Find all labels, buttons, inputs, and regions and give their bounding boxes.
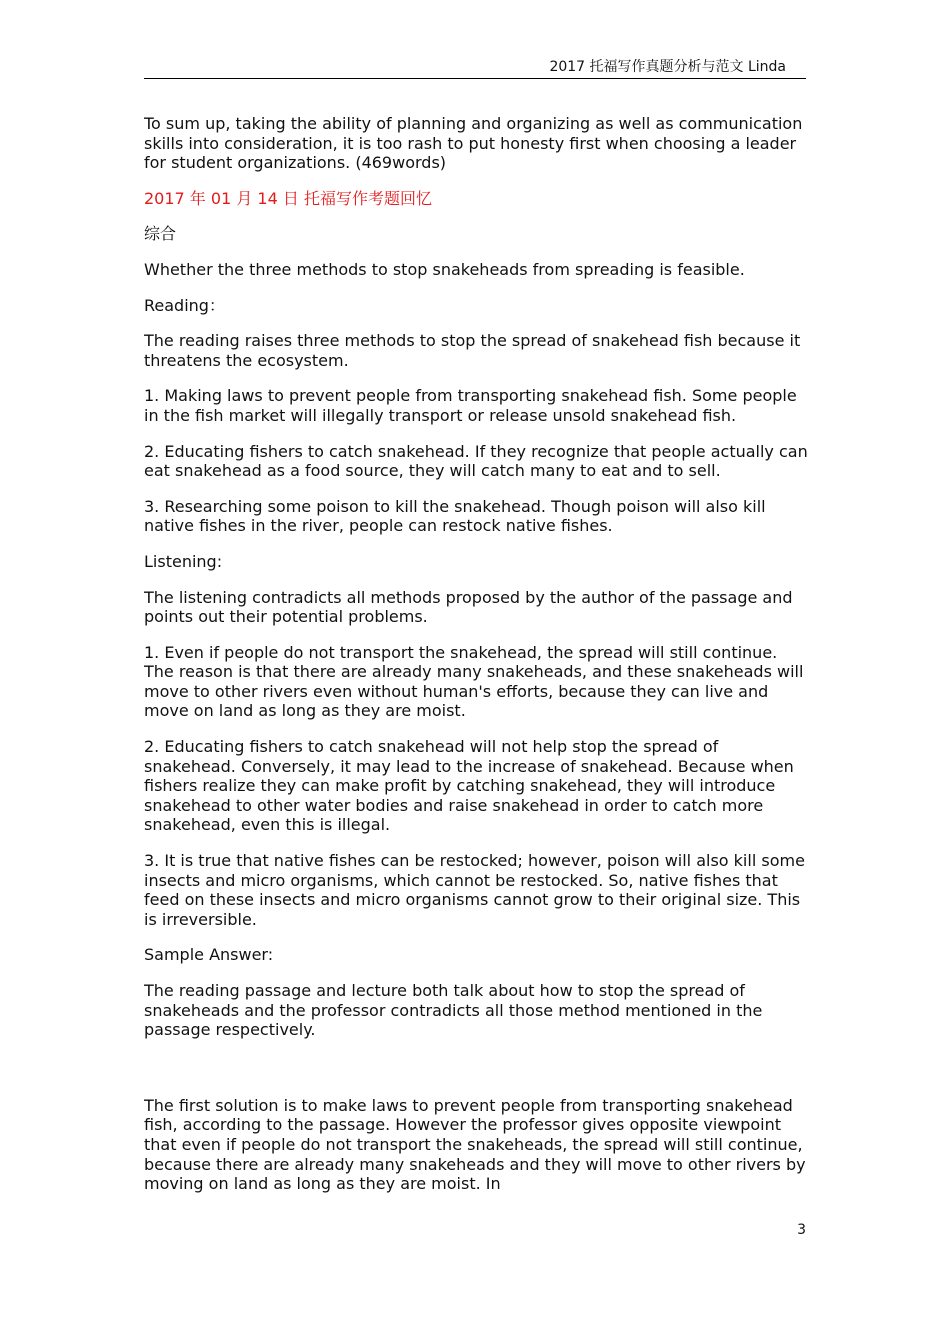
page-number: 3 <box>797 1222 806 1238</box>
reading-point-3: 3. Researching some poison to kill the snakehead. Though poison will also kill native fishes in the river, people can restock native fishes. <box>144 496 766 536</box>
sample-paragraph-1: The reading passage and lecture both talk about how to stop the spread of snakeheads and the professor contradicts all those method mentioned in the passage respectively. <box>144 981 763 1040</box>
header-title: 2017 托福写作真题分析与范文 Linda <box>549 59 786 75</box>
listening-point-2: 2. Educating fishers to catch snakehead will not help stop the spread of snakehead. Conversely, it may lead to the increase of snakehead. Because when fishers realize they can make profit by catching snakehead, they will introduce snakehead to other water bodies and raise snakehead in order to catch more snakehead, even this is illegal. <box>144 737 794 835</box>
reading-point-2: 2. Educating fishers to catch snakehead. If they recognize that people actually can eat snakehead as a food source, they will catch many to eat and to sell. <box>144 441 808 481</box>
listening-label: Listening: <box>144 551 223 571</box>
conclusion-paragraph: To sum up, taking the ability of planning and organizing as well as communication skills into consideration, it is too rash to put honesty first when choosing a leader for student organizations. (469words) <box>144 114 803 173</box>
task-type-label: 综合 <box>144 224 177 244</box>
page-header <box>144 58 806 79</box>
reading-intro: The reading raises three methods to stop the spread of snakehead fish because it threatens the ecosystem. <box>144 331 801 370</box>
sample-answer-label: Sample Answer: <box>144 945 274 965</box>
section-heading: 2017 年 01 月 14 日 托福写作考题回忆 <box>144 188 432 208</box>
reading-label: Reading： <box>144 295 225 315</box>
listening-point-1: 1. Even if people do not transport the snakehead, the spread will still continue. The reason is that there are already many snakeheads, and these snakeheads will move to other rivers even without human's efforts, because they can live and move on land as long as they are moist. <box>144 642 804 721</box>
topic-statement: Whether the three methods to stop snakeheads from spreading is feasible. <box>144 259 745 279</box>
document-body <box>144 114 808 1214</box>
listening-intro: The listening contradicts all methods proposed by the author of the passage and points out their potential problems. <box>144 587 793 627</box>
listening-point-3: 3. It is true that native fishes can be restocked; however, poison will also kill some insects and micro organisms, which cannot be restocked. So, native fishes that feed on these insects and micro organisms cannot grow to their original size. This is irreversible. <box>144 851 805 929</box>
sample-paragraph-2: The first solution is to make laws to prevent people from transporting snakehead fish, according to the passage. However the professor gives opposite viewpoint that even if people do not transport the snakeheads, the spread will still continue, because there are already many snakeheads and they will move to other rivers by moving on land as long as they are moist. In <box>144 1095 806 1194</box>
reading-point-1: 1. Making laws to prevent people from transporting snakehead fish. Some people in the fish market will illegally transport or release unsold snakehead fish. <box>144 386 797 425</box>
